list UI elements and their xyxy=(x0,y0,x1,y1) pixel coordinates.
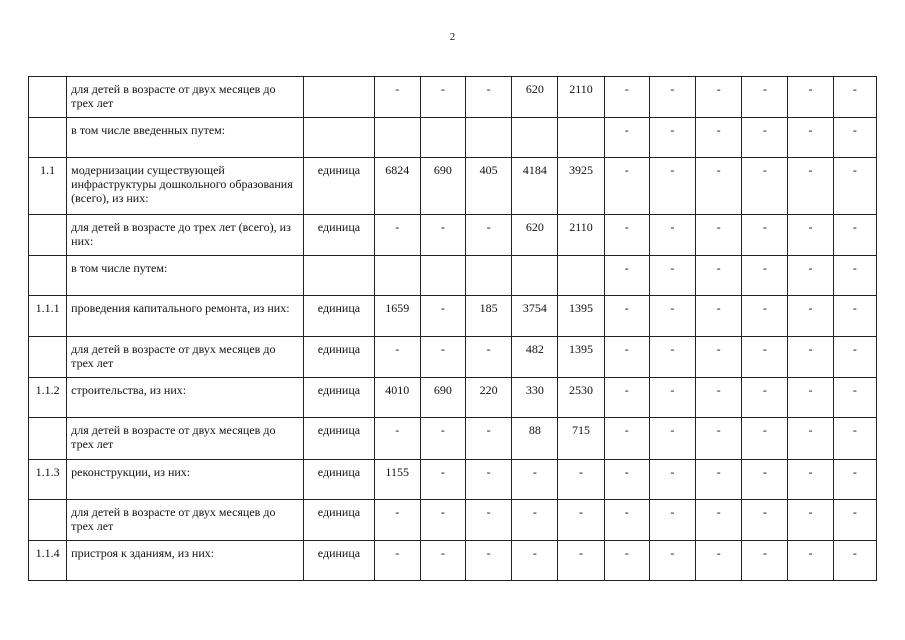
value-cell: 330 xyxy=(512,378,558,418)
value-cell: - xyxy=(696,337,742,378)
value-cell: - xyxy=(788,215,833,256)
indicators-table xyxy=(28,76,877,581)
value-cell xyxy=(558,256,604,296)
value-cell: 88 xyxy=(512,418,558,460)
value-cell: - xyxy=(604,215,649,256)
value-cell: 690 xyxy=(420,378,465,418)
row-description-cell: пристроя к зданиям, из них: xyxy=(67,541,304,581)
value-cell: - xyxy=(742,460,788,500)
value-cell: - xyxy=(649,158,695,215)
value-cell: - xyxy=(649,378,695,418)
row-number-cell: 1.1.3 xyxy=(29,460,67,500)
value-cell: 405 xyxy=(466,158,512,215)
row-description-cell: модернизации существующей инфраструктуры дошкольного образования (всего), из них: xyxy=(67,158,304,215)
value-cell: - xyxy=(833,378,876,418)
value-cell: - xyxy=(649,500,695,541)
value-cell: - xyxy=(696,500,742,541)
row-unit-cell: единица xyxy=(304,215,374,256)
value-cell xyxy=(512,256,558,296)
table-row xyxy=(29,337,877,378)
value-cell: - xyxy=(833,215,876,256)
value-cell: - xyxy=(374,500,420,541)
value-cell: - xyxy=(374,337,420,378)
value-cell: - xyxy=(604,118,649,158)
value-cell: - xyxy=(649,541,695,581)
value-cell: - xyxy=(788,256,833,296)
value-cell: - xyxy=(742,77,788,118)
row-number-cell: 1.1.4 xyxy=(29,541,67,581)
row-number-cell xyxy=(29,77,67,118)
value-cell: - xyxy=(696,215,742,256)
value-cell xyxy=(374,256,420,296)
value-cell: - xyxy=(833,256,876,296)
value-cell: - xyxy=(374,418,420,460)
value-cell xyxy=(420,256,465,296)
value-cell: - xyxy=(604,541,649,581)
page-number: 2 xyxy=(449,31,456,43)
value-cell xyxy=(466,256,512,296)
value-cell: - xyxy=(788,158,833,215)
value-cell: - xyxy=(788,378,833,418)
value-cell: 1395 xyxy=(558,296,604,337)
value-cell: 4184 xyxy=(512,158,558,215)
value-cell: - xyxy=(742,378,788,418)
value-cell: - xyxy=(696,541,742,581)
value-cell: - xyxy=(466,215,512,256)
value-cell xyxy=(512,118,558,158)
value-cell: - xyxy=(512,541,558,581)
row-number-cell xyxy=(29,500,67,541)
row-unit-cell: единица xyxy=(304,418,374,460)
value-cell: - xyxy=(420,337,465,378)
table-row xyxy=(29,460,877,500)
value-cell: - xyxy=(742,337,788,378)
row-description-cell: реконструкции, из них: xyxy=(67,460,304,500)
value-cell: - xyxy=(788,500,833,541)
value-cell: - xyxy=(833,296,876,337)
row-number-cell xyxy=(29,418,67,460)
row-unit-cell: единица xyxy=(304,296,374,337)
value-cell: - xyxy=(742,256,788,296)
value-cell: 6824 xyxy=(374,158,420,215)
value-cell: - xyxy=(833,460,876,500)
value-cell: - xyxy=(833,500,876,541)
value-cell: - xyxy=(742,418,788,460)
value-cell: - xyxy=(788,296,833,337)
row-unit-cell xyxy=(304,118,374,158)
value-cell: 3754 xyxy=(512,296,558,337)
value-cell: - xyxy=(558,541,604,581)
value-cell: - xyxy=(742,118,788,158)
value-cell: - xyxy=(420,296,465,337)
value-cell: 4010 xyxy=(374,378,420,418)
value-cell: - xyxy=(788,118,833,158)
table-row xyxy=(29,541,877,581)
row-unit-cell: единица xyxy=(304,500,374,541)
value-cell: - xyxy=(420,460,465,500)
value-cell: - xyxy=(696,296,742,337)
value-cell: 715 xyxy=(558,418,604,460)
value-cell: - xyxy=(466,337,512,378)
row-number-cell: 1.1.1 xyxy=(29,296,67,337)
value-cell: - xyxy=(833,77,876,118)
row-unit-cell: единица xyxy=(304,541,374,581)
table-row xyxy=(29,215,877,256)
value-cell: - xyxy=(788,418,833,460)
value-cell: 185 xyxy=(466,296,512,337)
value-cell: - xyxy=(649,256,695,296)
value-cell: - xyxy=(420,77,465,118)
row-number-cell xyxy=(29,118,67,158)
value-cell: 482 xyxy=(512,337,558,378)
table-body xyxy=(29,77,877,581)
value-cell: - xyxy=(604,500,649,541)
row-unit-cell: единица xyxy=(304,337,374,378)
value-cell: - xyxy=(604,158,649,215)
value-cell: - xyxy=(420,500,465,541)
row-description-cell: для детей в возрасте от двух месяцев до трех лет xyxy=(67,77,304,118)
value-cell xyxy=(420,118,465,158)
value-cell: - xyxy=(374,77,420,118)
value-cell: - xyxy=(649,296,695,337)
value-cell: 2110 xyxy=(558,215,604,256)
row-description-cell: проведения капитального ремонта, из них: xyxy=(67,296,304,337)
value-cell: - xyxy=(649,77,695,118)
value-cell: - xyxy=(696,256,742,296)
row-description-cell: в том числе путем: xyxy=(67,256,304,296)
value-cell: - xyxy=(420,418,465,460)
row-unit-cell xyxy=(304,77,374,118)
value-cell: - xyxy=(742,215,788,256)
row-unit-cell: единица xyxy=(304,158,374,215)
row-description-cell: для детей в возрасте до трех лет (всего), из них: xyxy=(67,215,304,256)
value-cell: - xyxy=(742,541,788,581)
value-cell: - xyxy=(788,337,833,378)
row-unit-cell xyxy=(304,256,374,296)
value-cell xyxy=(374,118,420,158)
row-number-cell: 1.1.2 xyxy=(29,378,67,418)
value-cell: - xyxy=(649,418,695,460)
value-cell: - xyxy=(604,378,649,418)
value-cell: - xyxy=(649,118,695,158)
row-unit-cell: единица xyxy=(304,378,374,418)
row-description-cell: строительства, из них: xyxy=(67,378,304,418)
value-cell: - xyxy=(833,541,876,581)
value-cell: - xyxy=(742,158,788,215)
value-cell: - xyxy=(466,500,512,541)
row-description-cell: для детей в возрасте от двух месяцев до трех лет xyxy=(67,500,304,541)
value-cell: 2530 xyxy=(558,378,604,418)
value-cell: - xyxy=(833,418,876,460)
table-row xyxy=(29,500,877,541)
value-cell: - xyxy=(604,256,649,296)
value-cell: - xyxy=(742,296,788,337)
value-cell: - xyxy=(696,460,742,500)
value-cell: - xyxy=(696,118,742,158)
row-number-cell xyxy=(29,337,67,378)
table-row xyxy=(29,378,877,418)
value-cell: - xyxy=(604,337,649,378)
value-cell: - xyxy=(696,77,742,118)
value-cell: - xyxy=(420,215,465,256)
value-cell: - xyxy=(512,500,558,541)
value-cell xyxy=(466,118,512,158)
value-cell: - xyxy=(696,418,742,460)
value-cell: 1395 xyxy=(558,337,604,378)
value-cell: 220 xyxy=(466,378,512,418)
value-cell: - xyxy=(466,418,512,460)
value-cell: - xyxy=(649,460,695,500)
row-number-cell xyxy=(29,215,67,256)
value-cell: - xyxy=(466,460,512,500)
table-row xyxy=(29,158,877,215)
row-number-cell: 1.1 xyxy=(29,158,67,215)
value-cell: 3925 xyxy=(558,158,604,215)
value-cell: - xyxy=(604,77,649,118)
value-cell: - xyxy=(558,460,604,500)
value-cell: - xyxy=(833,158,876,215)
table-row xyxy=(29,77,877,118)
value-cell: - xyxy=(788,460,833,500)
value-cell: - xyxy=(788,541,833,581)
value-cell: - xyxy=(558,500,604,541)
value-cell: - xyxy=(833,118,876,158)
value-cell: 690 xyxy=(420,158,465,215)
value-cell: - xyxy=(512,460,558,500)
value-cell: - xyxy=(788,77,833,118)
table-row xyxy=(29,256,877,296)
value-cell: - xyxy=(649,337,695,378)
value-cell: - xyxy=(604,296,649,337)
row-description-cell: для детей в возрасте от двух месяцев до трех лет xyxy=(67,418,304,460)
table-row xyxy=(29,418,877,460)
row-description-cell: для детей в возрасте от двух месяцев до трех лет xyxy=(67,337,304,378)
value-cell: - xyxy=(466,541,512,581)
value-cell: - xyxy=(696,378,742,418)
value-cell: - xyxy=(696,158,742,215)
row-unit-cell: единица xyxy=(304,460,374,500)
value-cell: - xyxy=(374,541,420,581)
value-cell: - xyxy=(604,460,649,500)
row-number-cell xyxy=(29,256,67,296)
value-cell: 2110 xyxy=(558,77,604,118)
table-row xyxy=(29,118,877,158)
value-cell: - xyxy=(420,541,465,581)
value-cell: 620 xyxy=(512,77,558,118)
value-cell: - xyxy=(742,500,788,541)
value-cell: 1155 xyxy=(374,460,420,500)
value-cell: - xyxy=(604,418,649,460)
value-cell: - xyxy=(374,215,420,256)
value-cell: 1659 xyxy=(374,296,420,337)
table-row xyxy=(29,296,877,337)
value-cell: 620 xyxy=(512,215,558,256)
row-description-cell: в том числе введенных путем: xyxy=(67,118,304,158)
value-cell: - xyxy=(466,77,512,118)
value-cell xyxy=(558,118,604,158)
value-cell: - xyxy=(649,215,695,256)
value-cell: - xyxy=(833,337,876,378)
